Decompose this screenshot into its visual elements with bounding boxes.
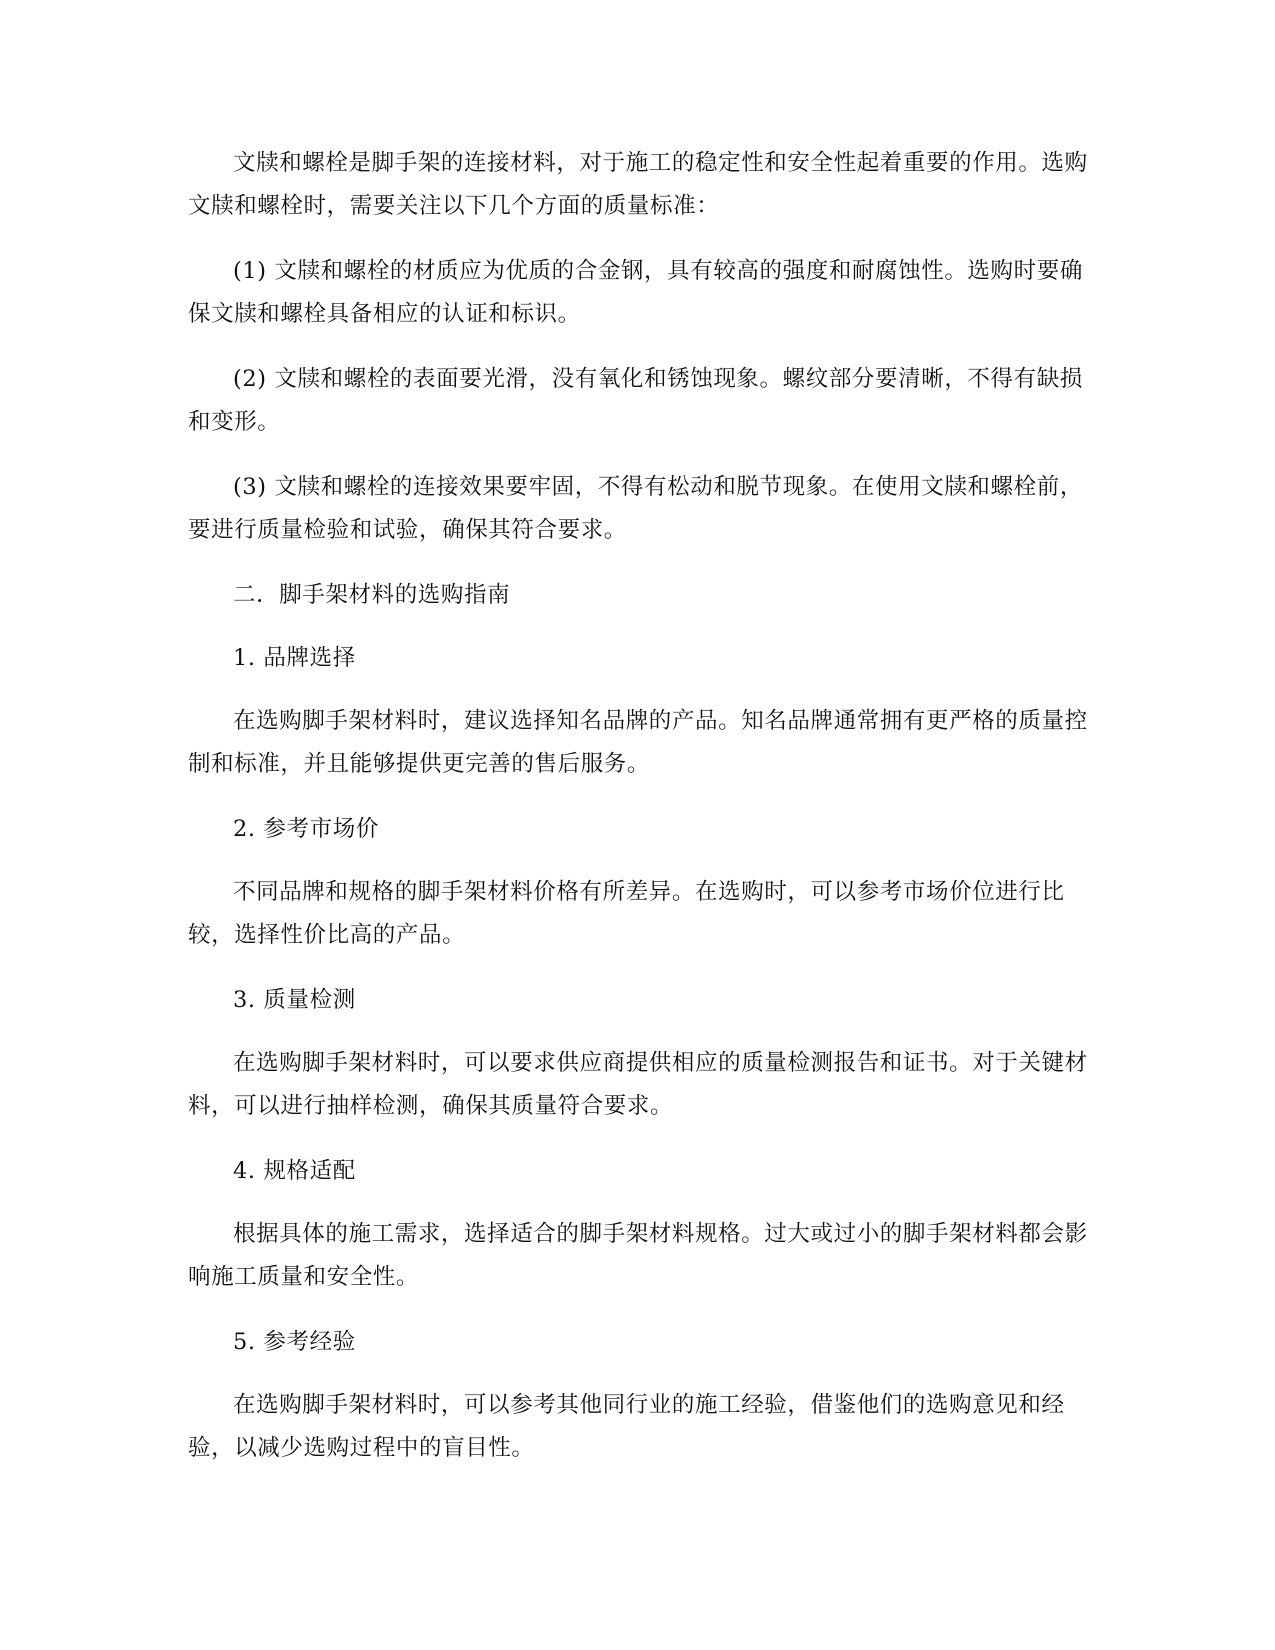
paragraph-standard-2: (2) 文牍和螺栓的表面要光滑，没有氧化和锈蚀现象。螺纹部分要清晰，不得有缺损和变形。: [188, 366, 1083, 435]
document-body: [188, 142, 1088, 1492]
paragraph-standard-1: (1) 文牍和螺栓的材质应为优质的合金钢，具有较高的强度和耐腐蚀性。选购时要确保文牍和螺栓具备相应的认证和标识。: [188, 258, 1083, 327]
paragraph-brand: 在选购脚手架材料时，建议选择知名品牌的产品。知名品牌通常拥有更严格的质量控制和标准，并且能够提供更完善的售后服务。: [188, 708, 1088, 777]
subheading-market-price: 2. 参考市场价: [233, 816, 379, 842]
subheading-quality-check: 3. 质量检测: [233, 987, 356, 1013]
section-heading: 二．脚手架材料的选购指南: [233, 582, 511, 608]
paragraph-standard-3: (3) 文牍和螺栓的连接效果要牢固，不得有松动和脱节现象。在使用文牍和螺栓前，要进行质量检验和试验，确保其符合要求。: [188, 474, 1083, 543]
paragraph-market-price: 不同品牌和规格的脚手架材料价格有所差异。在选购时，可以参考市场价位进行比较，选择性价比高的产品。: [188, 879, 1065, 948]
subheading-spec-fit: 4. 规格适配: [233, 1158, 356, 1184]
subheading-brand: 1. 品牌选择: [233, 645, 356, 671]
paragraph-intro: 文牍和螺栓是脚手架的连接材料，对于施工的稳定性和安全性起着重要的作用。选购文牍和螺栓时，需要关注以下几个方面的质量标准：: [188, 150, 1088, 219]
paragraph-spec-fit: 根据具体的施工需求，选择适合的脚手架材料规格。过大或过小的脚手架材料都会影响施工质量和安全性。: [188, 1221, 1088, 1290]
subheading-experience: 5. 参考经验: [233, 1329, 356, 1355]
paragraph-experience: 在选购脚手架材料时，可以参考其他同行业的施工经验，借鉴他们的选购意见和经验，以减少选购过程中的盲目性。: [188, 1392, 1065, 1461]
paragraph-quality-check: 在选购脚手架材料时，可以要求供应商提供相应的质量检测报告和证书。对于关键材料，可以进行抽样检测，确保其质量符合要求。: [188, 1050, 1088, 1119]
